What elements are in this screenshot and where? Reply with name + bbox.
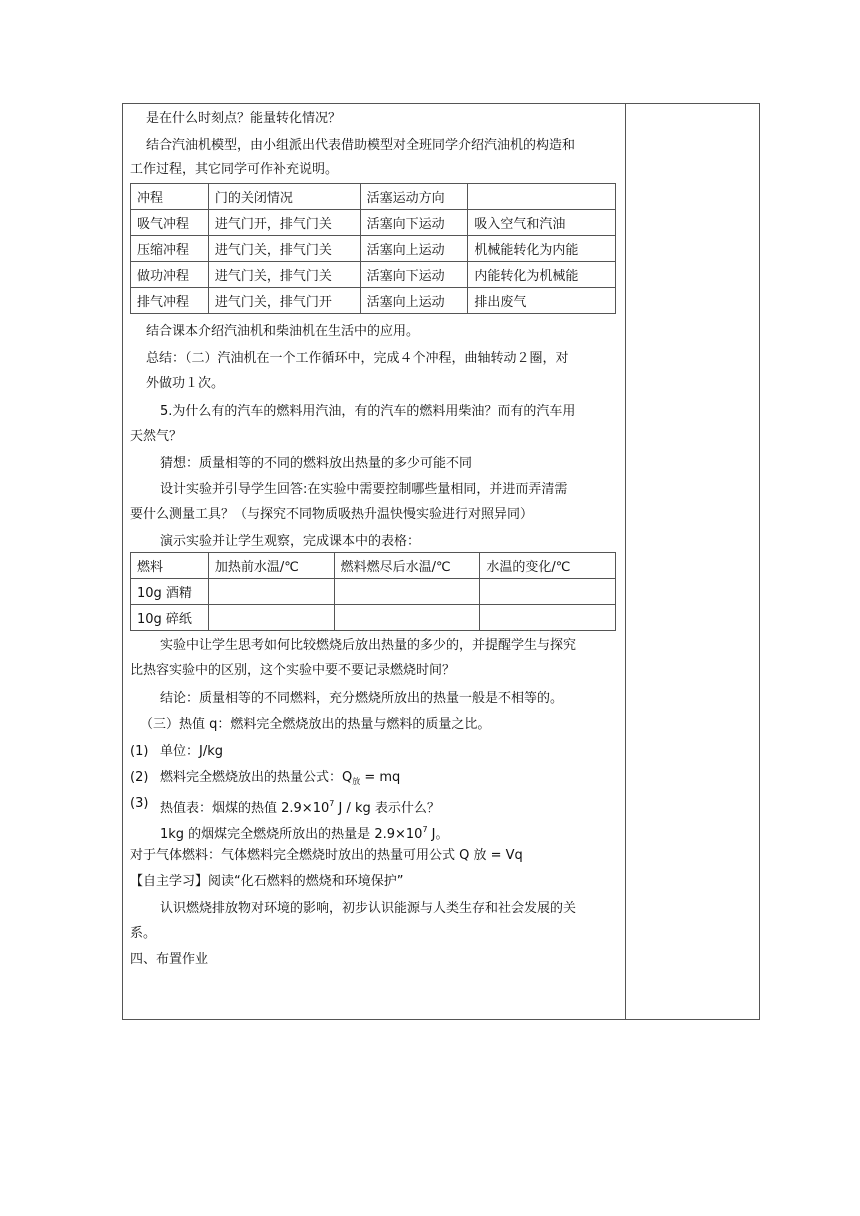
text-line: 实验中让学生思考如何比较燃烧后放出热量的多少的，并提醒学生与探究 bbox=[160, 638, 577, 653]
text-line: 是在什么时刻点？能量转化情况？ bbox=[146, 111, 342, 126]
table-header-row bbox=[131, 184, 616, 210]
text-line: 设计实验并引导学生回答:在实验中需要控制哪些量相同，并进而弄清需 bbox=[160, 482, 568, 497]
text-line: 要什么测量工具？（与探究不同物质吸热升温快慢实验进行对照异同） bbox=[130, 507, 534, 522]
text-line: 【自主学习】阅读“化石燃料的燃烧和环境保护” bbox=[130, 874, 404, 889]
column-divider bbox=[625, 103, 626, 1020]
text-line: 对于气体燃料：气体燃料完全燃烧时放出的热量可用公式 Q 放 = Vq bbox=[130, 848, 523, 863]
text-line: 结合汽油机模型，由小组派出代表借助模型对全班同学介绍汽油机的构造和 bbox=[146, 138, 576, 153]
table-cell: 10g 碎纸 bbox=[131, 605, 209, 631]
text-line: （三）热值 q：燃料完全燃烧放出的热量与燃料的质量之比。 bbox=[140, 717, 491, 732]
text-line: 工作过程，其它同学可作补充说明。 bbox=[130, 162, 339, 177]
text-line: 演示实验并让学生观察，完成课本中的表格： bbox=[160, 534, 421, 549]
table-header-cell: 冲程 bbox=[131, 184, 209, 210]
subscript: 放 bbox=[352, 777, 361, 786]
text-line: 单位：J/kg bbox=[160, 744, 223, 759]
section-heading: 四、布置作业 bbox=[130, 952, 209, 967]
table-cell: 排气冲程 bbox=[131, 288, 209, 314]
table-header-cell bbox=[468, 184, 616, 210]
table-header-cell: 加热前水温/℃ bbox=[208, 553, 334, 579]
formula-text: 热值表：烟煤的热值 2.9×10 bbox=[160, 801, 330, 816]
text-line: 5.为什么有的汽车的燃料用汽油，有的汽车的燃料用柴油？而有的汽车用 bbox=[160, 404, 576, 419]
table-cell: 吸气冲程 bbox=[131, 210, 209, 236]
table-header-cell: 燃料燃尽后水温/℃ bbox=[334, 553, 480, 579]
table-cell bbox=[334, 579, 480, 605]
formula-text: = mq bbox=[360, 770, 401, 785]
table-cell: 压缩冲程 bbox=[131, 236, 209, 262]
table-row bbox=[131, 579, 616, 605]
list-number: (2) bbox=[130, 770, 149, 785]
stroke-table bbox=[130, 183, 616, 314]
table-cell: 排出废气 bbox=[468, 288, 616, 314]
table-cell bbox=[480, 605, 616, 631]
text-line: 比热容实验中的区别，这个实验中要不要记录燃烧时间？ bbox=[130, 663, 456, 678]
list-number: (3) bbox=[130, 796, 149, 811]
table-header-cell: 燃料 bbox=[131, 553, 209, 579]
formula-text: J / kg 表示什么？ bbox=[334, 801, 440, 816]
text-line: 认识燃烧排放物对环境的影响，初步认识能源与人类生存和社会发展的关 bbox=[160, 901, 577, 916]
table-row bbox=[131, 288, 616, 314]
list-number: (1) bbox=[130, 744, 149, 759]
table-cell bbox=[208, 579, 334, 605]
table-cell bbox=[480, 579, 616, 605]
table-cell: 吸入空气和汽油 bbox=[468, 210, 616, 236]
table-cell: 活塞向下运动 bbox=[360, 262, 468, 288]
text-line: 结合课本介绍汽油机和柴油机在生活中的应用。 bbox=[146, 324, 420, 339]
text-line: 系。 bbox=[130, 926, 157, 941]
table-cell: 进气门关，排气门关 bbox=[208, 262, 360, 288]
text-line: 外做功１次。 bbox=[146, 376, 225, 391]
table-row bbox=[131, 210, 616, 236]
table-row bbox=[131, 236, 616, 262]
formula-text: 1kg 的烟煤完全燃烧所放出的热量是 2.9×10 bbox=[160, 827, 423, 842]
text-line: 结论：质量相等的不同燃料，充分燃烧所放出的热量一般是不相等的。 bbox=[160, 691, 564, 706]
table-cell: 进气门关，排气门开 bbox=[208, 288, 360, 314]
table-cell: 内能转化为机械能 bbox=[468, 262, 616, 288]
table-cell: 做功冲程 bbox=[131, 262, 209, 288]
table-cell: 机械能转化为内能 bbox=[468, 236, 616, 262]
table-cell bbox=[208, 605, 334, 631]
table-header-row bbox=[131, 553, 616, 579]
formula-line bbox=[160, 795, 440, 818]
table-header-cell: 门的关闭情况 bbox=[208, 184, 360, 210]
text-line: 天然气？ bbox=[130, 429, 183, 444]
text-line: 猜想：质量相等的不同的燃料放出热量的多少可能不同 bbox=[160, 456, 473, 471]
table-cell: 进气门开，排气门关 bbox=[208, 210, 360, 236]
table-header-cell: 活塞运动方向 bbox=[360, 184, 468, 210]
table-row bbox=[131, 605, 616, 631]
fuel-table bbox=[130, 552, 616, 631]
formula-line bbox=[160, 821, 449, 844]
table-header-cell: 水温的变化/℃ bbox=[480, 553, 616, 579]
table-cell: 活塞向上运动 bbox=[360, 288, 468, 314]
table-cell bbox=[334, 605, 480, 631]
formula-text: 燃料完全燃烧放出的热量公式：Q bbox=[160, 770, 353, 785]
table-cell: 进气门关，排气门关 bbox=[208, 236, 360, 262]
text-line: 总结：（二）汽油机在一个工作循环中，完成４个冲程，曲轴转动２圈，对 bbox=[146, 351, 569, 366]
formula-line bbox=[160, 769, 400, 791]
table-row bbox=[131, 262, 616, 288]
superscript: 7 bbox=[422, 825, 428, 834]
formula-text: J。 bbox=[427, 827, 449, 842]
superscript: 7 bbox=[329, 799, 335, 808]
table-cell: 10g 酒精 bbox=[131, 579, 209, 605]
table-cell: 活塞向上运动 bbox=[360, 236, 468, 262]
table-cell: 活塞向下运动 bbox=[360, 210, 468, 236]
